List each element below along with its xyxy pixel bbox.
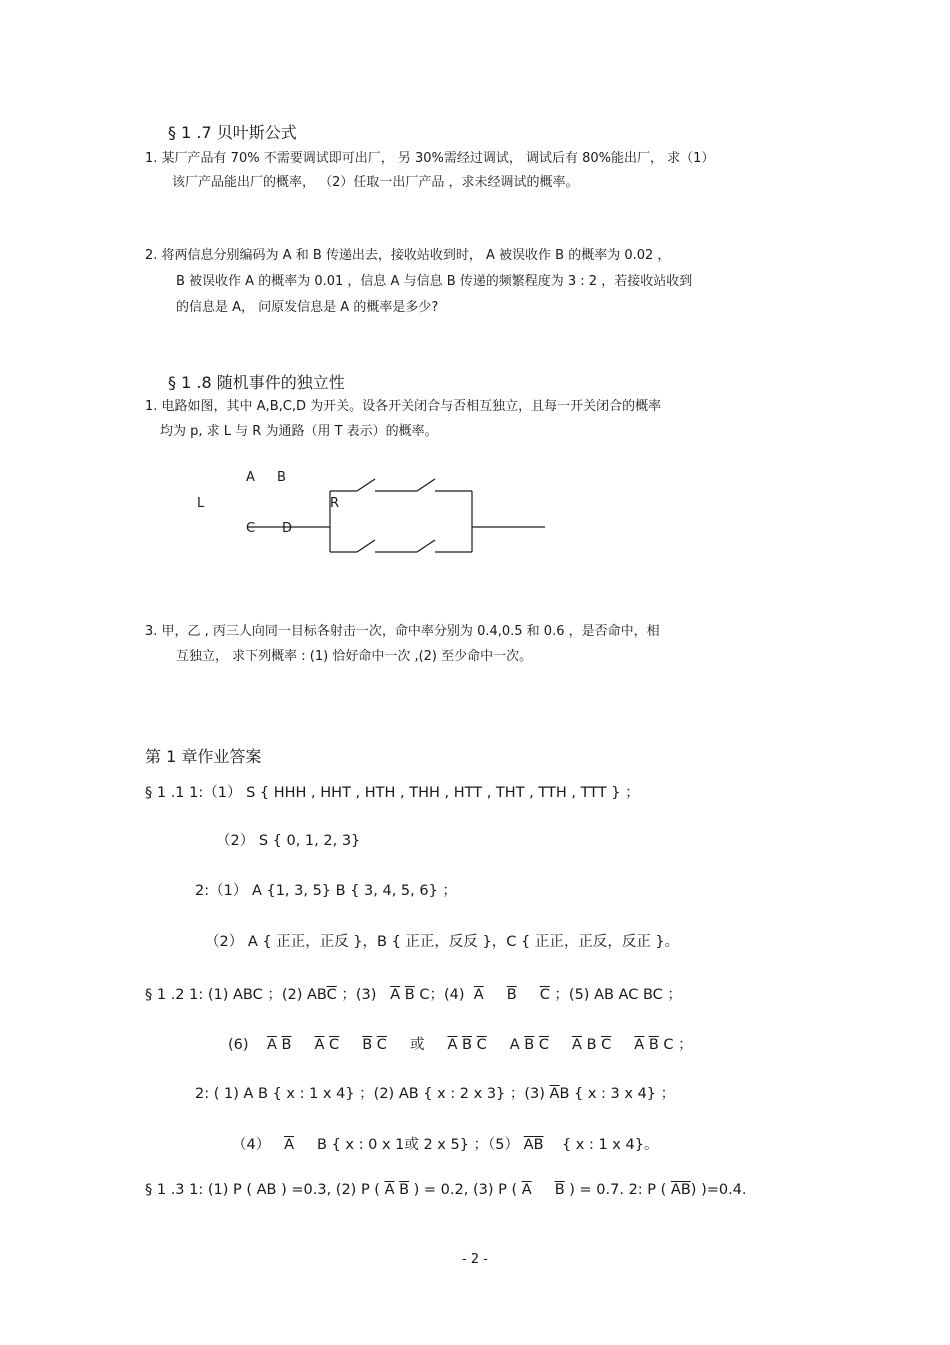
switch-b: [417, 479, 435, 491]
page-number: - 2 -: [462, 1252, 488, 1267]
answer-1-2-line-3: 2: ( 1) A B { x : 1 x 4} ；(2) AB { x : 2 x 3} ；(3) $\overline{A}B$ { x : 3 x 4} ；: [195, 1086, 676, 1102]
switch-a: [357, 479, 375, 491]
independence-problem-1-line-1: 1. 电路如图，其中 A,B,C,D 为开关。设各开关闭合与否相互独立，且每一开关闭合的概率: [145, 399, 662, 414]
label-a: A: [246, 470, 255, 485]
independence-problem-1-line-2: 均为 p, 求 L 与 R 为通路（用 T 表示）的概率。: [160, 424, 438, 439]
independence-problem-3-line-2: 互独立， 求下列概率 : (1) 恰好命中一次 ,(2) 至少命中一次。: [176, 649, 533, 664]
label-r: R: [330, 496, 340, 511]
problem-2-line-2: B 被误收作 A 的概率为 0.01 ，信息 A 与信息 B 传递的频繁程度为 3 : 2 ，若接收站收到: [176, 274, 693, 289]
label-l: L: [197, 496, 205, 511]
problem-2-line-3: 的信息是 A， 问原发信息是 A 的概率是多少?: [176, 300, 439, 315]
answers-title: 第 1 章作业答案: [145, 747, 262, 766]
label-b: B: [277, 470, 286, 485]
answer-1-2-line-1: § 1 .2 1: (1) ABC ；(2) $AB\overline{C}$ ；(3) $\overline{A}$ $\overline{B}$ C；(4) $\overline{A}$ $\overline{B}$ $\overline{C}$ ；(5) AB AC BC ；: [145, 987, 682, 1003]
answer-1-1-line-2: （2） S { 0, 1, 2, 3}: [216, 833, 361, 849]
answer-1-2-line-4: （4） $\overline{A}$ B { x : 0 x 1或 2 x 5} ；（5） $\overline{A}\overline{B}$ { x : 1 x 4}。: [232, 1137, 659, 1153]
section-1-7-heading: § 1 .7 贝叶斯公式: [168, 123, 297, 142]
independence-problem-3-line-1: 3. 甲，乙 , 丙三人向同一目标各射击一次，命中率分别为 0.4,0.5 和 0.6 ，是否命中，相: [145, 624, 660, 639]
problem-1-line-1: 1. 某厂产品有 70% 不需要调试即可出厂， 另 30%需经过调试， 调试后有 80%能出厂， 求（1）: [145, 151, 715, 166]
section-1-8-heading: § 1 .8 随机事件的独立性: [168, 373, 345, 392]
label-d: D: [282, 521, 293, 536]
answer-1-1-line-1: § 1 .1 1:（1） S { HHH , HHT , HTH , THH , HTT , THT , TTH , TTT } ；: [145, 785, 640, 801]
label-c: C: [246, 521, 256, 536]
problem-1-line-2: 该厂产品能出厂的概率， （2）任取一出厂产品 ，求未经调试的概率。: [172, 175, 579, 190]
switch-d: [417, 540, 435, 552]
answer-1-1-line-4: （2） A { 正正，正反 }，B { 正正，反反 }，C { 正正，正反，反正 }。: [205, 934, 680, 950]
answer-1-2-line-2: (6) $\overline{A}$ $\overline{B}$ $\overline{A}$ $\overline{C}$ $\overline{B}$ $\overline{C}$ 或 $\overline{A}$ $\overline{B}$ $\overline{C}$ A $\overline{B}$ $\overline{C}$ $\overline{A}$ B $\overline{C}$ $\overline{A}$ $\overline{B}$ C ；: [228, 1037, 693, 1053]
answer-1-1-line-3: 2:（1） A {1, 3, 5} B { 3, 4, 5, 6} ；: [195, 883, 457, 899]
problem-2-line-1: 2. 将两信息分别编码为 A 和 B 传递出去，接收站收到时， A 被误收作 B 的概率为 0.02 ，: [145, 248, 671, 263]
answer-1-3-line: § 1 .3 1: (1) P ( AB ) =0.3, (2) P ( $\overline{A}$ $\overline{B}$ ) = 0.2, (3) P ( $\overline{A}$ $\overline{B}$ ) = 0.7. 2: P ( $\overline{AB}$) )=0.4.: [145, 1182, 747, 1198]
switch-c: [357, 540, 375, 552]
